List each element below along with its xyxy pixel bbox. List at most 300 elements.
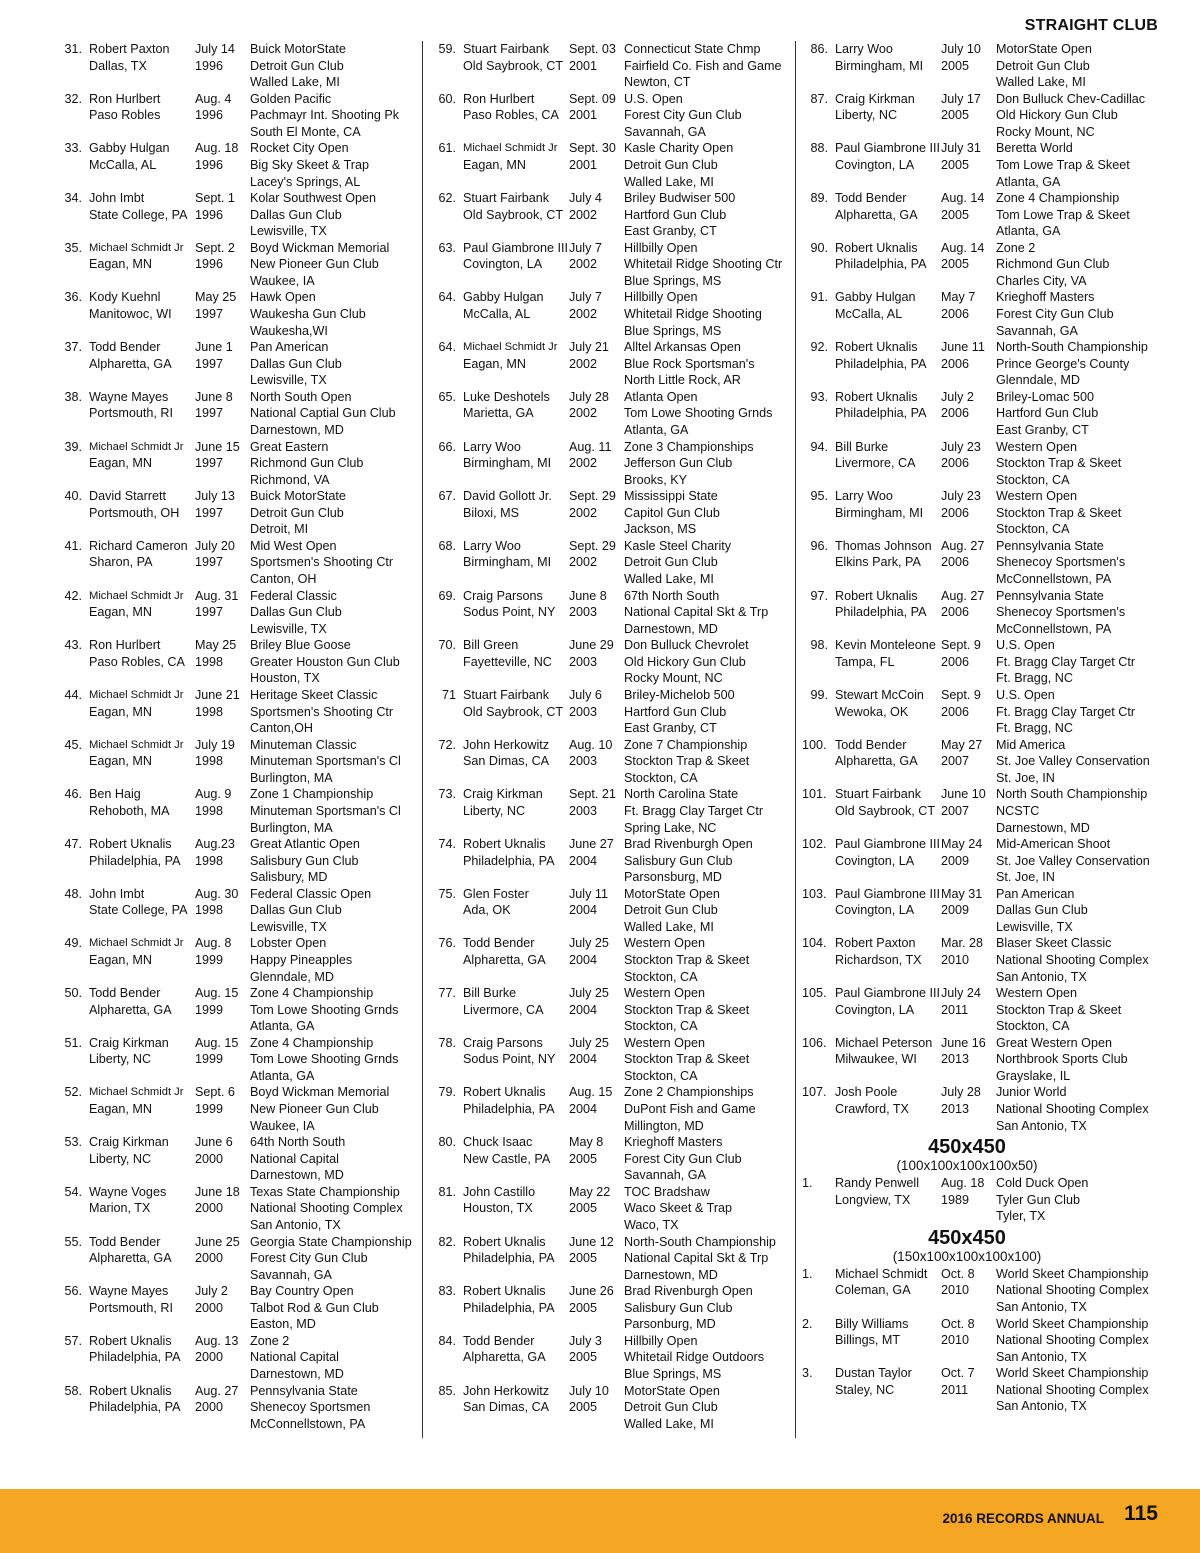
club-location: Walled Lake, MI [624, 572, 714, 587]
event-name: World Skeet Championship [996, 1266, 1149, 1281]
club-name: Detroit Gun Club [624, 555, 718, 570]
club-location: Walled Lake, MI [996, 75, 1086, 90]
record-number: 81. [438, 1184, 456, 1199]
event-name: Hillbilly Open [624, 240, 698, 255]
record-number: 32. [64, 91, 82, 106]
club-location: Walled Lake, MI [624, 174, 714, 189]
shooter-name: Robert Uknalis [463, 837, 546, 851]
record-number: 79. [438, 1085, 456, 1100]
record-entry [430, 836, 790, 886]
event-name: Western Open [624, 936, 705, 951]
record-entry [802, 588, 1162, 638]
event-date: Sept. 9 [941, 687, 981, 702]
record-number: 43. [64, 638, 82, 653]
event-name: Rocket City Open [250, 141, 349, 156]
records-column-3 [802, 41, 1162, 1415]
club-name: Ft. Bragg Clay Target Ctr [996, 654, 1136, 669]
shooter-name: Paul Giambrone III [835, 886, 940, 901]
event-date: Aug. 15 [195, 986, 239, 1001]
club-name: Dallas Gun Club [250, 605, 342, 620]
record-entry [56, 41, 416, 91]
record-number: 59. [438, 42, 456, 56]
record-number: 107. [802, 1085, 827, 1100]
club-location: East Granby, CT [624, 721, 717, 736]
event-date: June 12 [569, 1234, 614, 1249]
shooter-hometown: Liberty, NC [89, 1151, 152, 1166]
event-date: Aug. 30 [195, 886, 239, 901]
shooter-name: Kevin Monteleone [835, 638, 936, 653]
event-name: Western Open [996, 439, 1077, 454]
event-name: Alltel Arkansas Open [624, 340, 741, 355]
event-year: 2009 [941, 903, 970, 918]
event-year: 2004 [569, 1052, 598, 1067]
club-name: National Shooting Complex [996, 1283, 1149, 1298]
record-entry [430, 91, 790, 141]
shooter-name: Ron Hurlbert [463, 91, 535, 106]
event-date: Aug. 15 [569, 1085, 613, 1100]
event-name: 67th North South [624, 588, 720, 603]
club-location: Houston, TX [250, 671, 320, 686]
column-divider [422, 41, 423, 1438]
club-location: San Antonio, TX [250, 1218, 341, 1232]
event-date: July 25 [569, 936, 609, 951]
club-name: Forest City Gun Club [250, 1251, 368, 1266]
event-year: 1996 [195, 157, 224, 172]
event-name: Western Open [996, 489, 1077, 504]
record-entry [802, 339, 1162, 389]
event-date: July 14 [195, 42, 235, 56]
club-location: Blue Springs, MS [624, 273, 722, 288]
record-entry [56, 886, 416, 936]
club-location: Waukee, IA [250, 1118, 315, 1133]
shooter-name: Michael Schmidt Jr [89, 589, 184, 602]
club-name: Sportsmen's Shooting Ctr [250, 555, 394, 570]
club-location: Stockton, CA [996, 472, 1070, 487]
shooter-hometown: Eagan, MN [89, 754, 152, 769]
event-year: 2013 [941, 1102, 970, 1117]
record-entry [430, 886, 790, 936]
event-year: 2002 [569, 356, 598, 371]
club-name: Salisbury Gun Club [624, 1300, 733, 1315]
record-entry [56, 240, 416, 290]
club-name: National Captial Gun Club [250, 406, 396, 421]
shooter-name: Robert Uknalis [89, 837, 172, 851]
event-year: 2010 [941, 1333, 970, 1348]
shooter-name: Glen Foster [463, 886, 529, 901]
record-number: 40. [64, 489, 82, 504]
record-entry [802, 41, 1162, 91]
event-year: 2005 [941, 207, 970, 222]
record-number: 103. [802, 886, 827, 901]
record-entry [802, 91, 1162, 141]
event-year: 2000 [195, 1151, 224, 1166]
club-location: Waukesha,WI [250, 323, 328, 338]
subsection-subtitle: (100x100x100x100x50) [896, 1158, 1038, 1174]
record-number: 92. [810, 340, 828, 355]
shooter-hometown: Liberty, NC [89, 1052, 152, 1067]
record-number: 76. [438, 936, 456, 951]
shooter-name: Josh Poole [835, 1085, 898, 1100]
event-date: July 28 [941, 1085, 981, 1100]
shooter-hometown: McCalla, AL [463, 307, 531, 322]
event-name: Cold Duck Open [996, 1176, 1089, 1191]
event-date: Sept. 29 [569, 489, 616, 504]
event-year: 2005 [569, 1251, 598, 1266]
event-date: May 31 [941, 886, 983, 901]
record-number: 46. [64, 787, 82, 802]
record-entry [56, 588, 416, 638]
event-date: July 25 [569, 986, 609, 1001]
club-location: San Antonio, TX [996, 1399, 1087, 1414]
club-name: National Shooting Complex [996, 1382, 1149, 1397]
footer-annual-label: 2016 RECORDS ANNUAL [942, 1511, 1104, 1526]
event-year: 1989 [941, 1192, 970, 1207]
event-date: Oct. 8 [941, 1266, 975, 1281]
event-name: Zone 1 Championship [250, 787, 374, 802]
event-name: North-South Championship [996, 340, 1148, 355]
shooter-name: Bill Burke [463, 986, 517, 1001]
event-date: June 26 [569, 1284, 614, 1299]
event-date: July 11 [569, 886, 608, 901]
record-number: 56. [64, 1284, 82, 1299]
event-date: Aug. 27 [941, 538, 985, 553]
event-year: 2007 [941, 803, 970, 818]
club-location: North Little Rock, AR [624, 373, 741, 388]
club-location: Stockton, CA [624, 1019, 698, 1034]
shooter-name: Bill Burke [835, 439, 889, 454]
shooter-hometown: Eagan, MN [89, 605, 152, 620]
event-name: Georgia State Championship [250, 1234, 412, 1249]
event-year: 1997 [195, 555, 224, 570]
event-year: 1997 [195, 456, 224, 471]
record-entry [430, 41, 790, 91]
club-name: Ft. Bragg Clay Target Ctr [624, 803, 764, 818]
event-name: Zone 4 Championship [250, 986, 374, 1001]
event-name: Heritage Skeet Classic [250, 687, 378, 702]
event-name: Briley Blue Goose [250, 638, 351, 653]
record-number: 96. [810, 538, 828, 553]
event-date: July 6 [569, 687, 602, 702]
club-name: Minuteman Sportsman's Cl [250, 754, 401, 769]
event-year: 2013 [941, 1052, 970, 1067]
shooter-name: Thomas Johnson [835, 538, 932, 553]
shooter-hometown: Dallas, TX [89, 58, 147, 73]
club-location: Canton,OH [250, 721, 313, 736]
record-number: 95. [810, 489, 828, 504]
record-entry [56, 389, 416, 439]
club-location: Burlington, MA [250, 820, 333, 835]
record-number: 34. [64, 191, 82, 206]
club-name: Dallas Gun Club [250, 356, 342, 371]
record-entry [802, 289, 1162, 339]
shooter-hometown: Sharon, PA [89, 555, 153, 570]
club-location: Burlington, MA [250, 770, 333, 785]
club-location: Jackson, MS [624, 522, 697, 537]
record-entry [56, 289, 416, 339]
club-location: Blue Springs, MS [624, 323, 722, 338]
club-location: Atlanta, GA [624, 423, 689, 437]
shooter-name: Larry Woo [835, 42, 893, 56]
club-name: Whitetail Ridge Shooting [624, 307, 762, 322]
shooter-hometown: McCalla, AL [835, 307, 903, 322]
record-number: 50. [64, 986, 82, 1001]
event-date: June 25 [195, 1234, 240, 1249]
club-name: Shenecoy Sportsmen [250, 1400, 371, 1415]
shooter-name: Robert Uknalis [463, 1085, 546, 1100]
shooter-hometown: Liberty, NC [835, 108, 898, 123]
shooter-name: John Imbt [89, 886, 145, 901]
record-entry [56, 737, 416, 787]
record-number: 54. [64, 1184, 82, 1199]
subsection-title: 450x450 [928, 1226, 1006, 1249]
club-location: East Granby, CT [624, 224, 717, 239]
shooter-name: Robert Uknalis [835, 389, 918, 404]
shooter-hometown: Philadelphia, PA [463, 1102, 555, 1117]
record-number: 66. [438, 439, 456, 454]
event-date: Aug. 8 [195, 936, 232, 951]
event-year: 1996 [195, 58, 224, 73]
event-year: 2002 [569, 456, 598, 471]
club-name: National Shooting Complex [996, 1102, 1149, 1117]
club-location: Savannah, GA [250, 1267, 332, 1282]
club-location: Grayslake, IL [996, 1068, 1071, 1083]
footer-bar [0, 1489, 1200, 1553]
shooter-hometown: Sodus Point, NY [463, 1052, 556, 1067]
record-entry [56, 1035, 416, 1085]
record-number: 58. [64, 1383, 82, 1398]
club-location: East Granby, CT [996, 423, 1089, 437]
shooter-hometown: Alpharetta, GA [463, 1350, 546, 1365]
shooter-name: Michael Schmidt Jr [89, 688, 184, 701]
club-name: Tom Lowe Shooting Grnds [624, 406, 773, 421]
record-entry [430, 1333, 790, 1383]
shooter-name: Todd Bender [89, 986, 161, 1001]
event-name: Pennsylvania State [250, 1383, 358, 1398]
shooter-name: Kody Kuehnl [89, 290, 161, 305]
record-number: 39. [64, 439, 82, 454]
event-name: North-South Championship [624, 1234, 776, 1249]
shooter-name: Michael Schmidt Jr [89, 738, 184, 751]
club-location: Stockton, CA [996, 522, 1070, 537]
event-year: 2003 [569, 803, 598, 818]
club-location: Darnestown, MD [250, 1168, 344, 1183]
event-date: July 10 [569, 1383, 609, 1398]
record-entry [802, 488, 1162, 538]
event-name: Great Eastern [250, 439, 329, 454]
club-location: Darnestown, MD [624, 621, 718, 636]
club-location: San Antonio, TX [996, 1300, 1087, 1314]
event-year: 1999 [195, 1102, 224, 1117]
record-number: 41. [64, 538, 82, 553]
record-number: 93. [810, 389, 828, 404]
record-number: 98. [810, 638, 828, 653]
shooter-hometown: Birmingham, MI [835, 505, 924, 520]
record-number: 86. [810, 42, 828, 56]
club-name: Blue Rock Sportsman's [624, 356, 755, 371]
event-date: July 23 [941, 489, 981, 504]
shooter-hometown: San Dimas, CA [463, 1400, 550, 1415]
club-name: NCSTC [996, 803, 1040, 818]
club-name: Whitetail Ridge Shooting Ctr [624, 257, 783, 272]
club-location: St. Joe, IN [996, 870, 1055, 885]
event-year: 1999 [195, 1052, 224, 1067]
record-number: 48. [64, 886, 82, 901]
shooter-hometown: Portsmouth, RI [89, 406, 173, 421]
event-name: Pan American [996, 886, 1075, 901]
event-name: Zone 2 Championships [624, 1085, 754, 1100]
shooter-name: Ben Haig [89, 787, 141, 802]
record-number: 80. [438, 1135, 456, 1150]
club-location: Waco, TX [624, 1218, 679, 1232]
event-year: 1997 [195, 505, 224, 520]
club-name: Stockton Trap & Skeet [624, 1002, 750, 1017]
shooter-hometown: Houston, TX [463, 1201, 533, 1216]
event-year: 1998 [195, 903, 224, 918]
shooter-name: Ron Hurlbert [89, 91, 161, 106]
event-name: Junior World [996, 1085, 1067, 1100]
event-year: 1998 [195, 754, 224, 769]
club-name: Pachmayr Int. Shooting Pk [250, 108, 400, 123]
shooter-name: Robert Uknalis [89, 1333, 172, 1348]
event-date: June 8 [195, 389, 233, 404]
event-name: Mid West Open [250, 538, 337, 553]
event-year: 2001 [569, 157, 598, 172]
shooter-name: Todd Bender [89, 340, 161, 355]
record-entry [56, 1134, 416, 1184]
club-name: Salisbury Gun Club [250, 853, 359, 868]
subsection-title: 450x450 [928, 1136, 1006, 1159]
shooter-hometown: Philadelphia, PA [835, 406, 927, 421]
club-location: Darnestown, MD [996, 820, 1090, 835]
shooter-hometown: Milwaukee, WI [835, 1052, 917, 1067]
record-entry [802, 737, 1162, 787]
page-number: 115 [1124, 1502, 1158, 1525]
event-name: Zone 4 Championship [250, 1035, 374, 1050]
club-location: Lacey's Springs, AL [250, 174, 361, 189]
shooter-hometown: Paso Robles [89, 108, 161, 123]
event-year: 2005 [941, 157, 970, 172]
shooter-name: Chuck Isaac [463, 1135, 533, 1150]
shooter-hometown: Fayetteville, NC [463, 654, 552, 669]
club-location: Atlanta, GA [996, 224, 1061, 239]
club-name: Sportsmen's Shooting Ctr [250, 704, 394, 719]
record-entry [56, 140, 416, 190]
club-location: Stockton, CA [624, 969, 698, 984]
shooter-hometown: Coleman, GA [835, 1283, 911, 1298]
record-number: 65. [438, 389, 456, 404]
event-name: Golden Pacific [250, 91, 332, 106]
event-name: U.S. Open [996, 638, 1055, 653]
record-number: 67. [438, 489, 456, 504]
record-number: 91. [810, 290, 828, 305]
shooter-name: Stuart Fairbank [835, 787, 922, 802]
record-number: 94. [810, 439, 828, 454]
shooter-hometown: Old Saybrook, CT [463, 58, 564, 73]
record-number: 68. [438, 538, 456, 553]
record-entry [56, 836, 416, 886]
record-entry [802, 1084, 1162, 1134]
club-name: Ft. Bragg Clay Target Ctr [996, 704, 1136, 719]
record-number: 74. [438, 837, 456, 851]
record-number: 37. [64, 340, 82, 355]
club-name: Richmond Gun Club [996, 257, 1110, 272]
record-entry [802, 985, 1162, 1035]
record-entry [430, 1283, 790, 1333]
record-number: 52. [64, 1085, 82, 1100]
club-location: Atlanta, GA [250, 1068, 315, 1083]
club-location: South El Monte, CA [250, 124, 361, 139]
event-date: Sept. 03 [569, 42, 616, 56]
event-year: 2005 [941, 108, 970, 123]
club-name: Stockton Trap & Skeet [996, 1002, 1122, 1017]
club-location: Lewisville, TX [250, 919, 327, 934]
event-year: 2006 [941, 505, 970, 520]
event-year: 2011 [941, 1002, 969, 1017]
club-name: Hartford Gun Club [624, 207, 727, 222]
shooter-hometown: Eagan, MN [463, 157, 526, 172]
shooter-hometown: Philadelphia, PA [89, 853, 181, 868]
record-entry [430, 1184, 790, 1234]
records-column-1 [56, 41, 416, 1432]
shooter-hometown: Alpharetta, GA [89, 1251, 172, 1266]
club-name: Dallas Gun Club [996, 903, 1088, 918]
event-year: 2006 [941, 307, 970, 322]
event-name: Brad Rivenburgh Open [624, 1284, 753, 1299]
club-name: Forest City Gun Club [624, 1151, 742, 1166]
record-entry [56, 1283, 416, 1333]
event-year: 1996 [195, 108, 224, 123]
shooter-name: Wayne Voges [89, 1184, 167, 1199]
shooter-hometown: Old Saybrook, CT [835, 803, 936, 818]
club-name: Salisbury Gun Club [624, 853, 733, 868]
event-name: Mississippi State [624, 489, 718, 504]
record-entry [56, 1333, 416, 1383]
event-year: 2000 [195, 1300, 224, 1315]
event-year: 2005 [569, 1300, 598, 1315]
record-number: 77. [438, 986, 456, 1001]
record-number: 83. [438, 1284, 456, 1299]
club-name: Stockton Trap & Skeet [624, 1052, 750, 1067]
shooter-name: Randy Penwell [835, 1176, 920, 1191]
club-name: Fairfield Co. Fish and Game [624, 58, 782, 73]
record-number: 31. [64, 42, 82, 56]
shooter-hometown: Birmingham, MI [463, 456, 552, 471]
event-date: Sept. 30 [569, 141, 616, 156]
record-entry [430, 240, 790, 290]
club-name: Tom Lowe Shooting Grnds [250, 1002, 399, 1017]
shooter-name: Bill Green [463, 638, 519, 653]
shooter-hometown: Old Saybrook, CT [463, 704, 564, 719]
club-name: Whitetail Ridge Outdoors [624, 1350, 764, 1365]
subsection-header [802, 1136, 1132, 1174]
event-date: Aug. 27 [941, 588, 985, 603]
shooter-name: Craig Parsons [463, 1035, 543, 1050]
club-location: Darnestown, MD [250, 1367, 344, 1382]
event-date: Aug. 27 [195, 1383, 239, 1398]
event-name: 64th North South [250, 1135, 346, 1150]
shooter-name: Robert Uknalis [89, 1383, 172, 1398]
shooter-name: Robert Uknalis [835, 588, 918, 603]
event-year: 2010 [941, 952, 970, 967]
event-date: July 19 [195, 737, 235, 752]
record-entry [56, 1234, 416, 1284]
club-name: National Shooting Complex [996, 1333, 1149, 1348]
shooter-name: Todd Bender [463, 936, 535, 951]
record-entry [56, 1383, 416, 1433]
event-date: Aug. 4 [195, 91, 232, 106]
shooter-name: Michael Peterson [835, 1035, 933, 1050]
shooter-hometown: Eagan, MN [89, 704, 152, 719]
